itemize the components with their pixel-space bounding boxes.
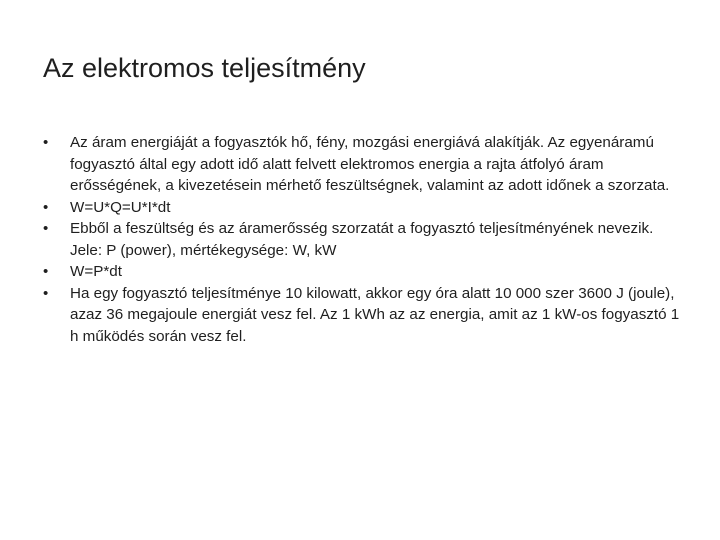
bullet-item-energy-conversion (43, 132, 683, 197)
bullet-item-power-formula (43, 261, 683, 283)
slide-title: Az elektromos teljesítmény (43, 53, 366, 83)
bullet-marker: • (43, 220, 49, 237)
bullet-text: W=P*dt (70, 263, 122, 280)
bullet-item-energy-formula (43, 197, 683, 219)
bullet-marker: • (43, 284, 49, 302)
bullet-text: W=U*Q=U*I*dt (70, 198, 171, 216)
bullet-marker: • (43, 198, 49, 216)
bullet-marker: • (43, 134, 49, 151)
bullet-list (43, 132, 683, 347)
bullet-text: Ebből a feszültség és az áramerősség szorzatát a fogyasztó teljesítményének nevezik. Jele: P (power), mértékegysége: W, kW (70, 220, 654, 259)
bullet-item-kwh-example (43, 283, 683, 348)
bullet-text: Az áram energiáját a fogyasztók hő, fény, mozgási energiává alakítják. Az egyenáramú fogyasztó által egy adott idő alatt felvett elektromos energia a rajta átfolyó áram erősségének, a kivezetésein mérhető feszültségnek, valamint az adott időnek a szorzata. (70, 134, 670, 194)
bullet-marker: • (43, 263, 49, 280)
bullet-item-power-definition (43, 218, 683, 261)
bullet-text: Ha egy fogyasztó teljesítménye 10 kilowatt, akkor egy óra alatt 10 000 szer 3600 J (joule), azaz 36 megajoule energiát vesz fel. Az 1 kWh az az energia, amit az 1 kW-os fogyasztó 1 h működés során vesz fel. (70, 284, 680, 345)
